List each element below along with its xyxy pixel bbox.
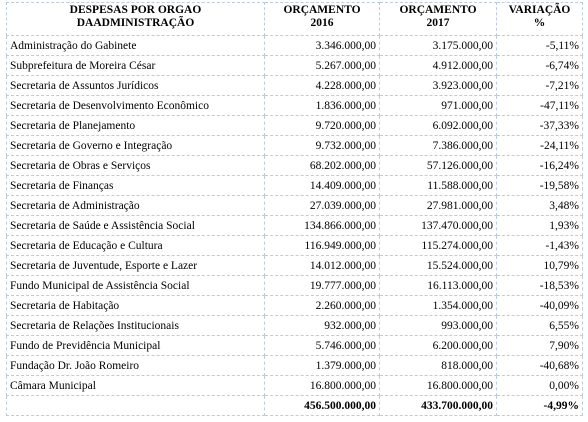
budget-2017-cell: 818.000,00 [380,356,497,376]
department-cell: Secretaria de Habitação [7,296,265,316]
budget-2017-cell: 6.092.000,00 [380,116,497,136]
budget-table [6,2,583,416]
department-cell: Fundo Municipal de Assistência Social [7,276,265,296]
header-department-line2: DAADMINISTRAÇÃO [76,17,195,29]
department-cell: Câmara Municipal [7,376,265,396]
budget-2017-cell: 3.923.000,00 [380,76,497,96]
table-row [7,96,583,116]
header-department [7,3,265,36]
table-row [7,36,583,56]
department-cell: Fundação Dr. João Romeiro [7,356,265,376]
budget-2016-cell: 19.777.000,00 [265,276,380,296]
department-cell: Secretaria de Relações Institucionais [7,316,265,336]
variation-cell: -40,09% [497,296,583,316]
table-row [7,316,583,336]
variation-cell: 6,55% [497,316,583,336]
table-row [7,156,583,176]
budget-2017-cell: 7.386.000,00 [380,136,497,156]
table-row [7,236,583,256]
variation-cell: -40,68% [497,356,583,376]
budget-2016-cell: 4.228.000,00 [265,76,380,96]
table-row [7,116,583,136]
budget-2017-cell: 4.912.000,00 [380,56,497,76]
table-row [7,256,583,276]
header-budget-2016 [265,3,380,36]
budget-2016-cell: 14.012.000,00 [265,256,380,276]
department-cell: Secretaria de Finanças [7,176,265,196]
total-variation: -4,99% [497,396,583,416]
table-row [7,76,583,96]
budget-2016-cell: 27.039.000,00 [265,196,380,216]
total-budget-2016: 456.500.000,00 [265,396,380,416]
budget-2017-cell: 57.126.000,00 [380,156,497,176]
budget-2017-cell: 16.800.000,00 [380,376,497,396]
header-department-line1: DESPESAS POR ORGAO [69,4,202,16]
department-cell: Subprefeitura de Moreira César [7,56,265,76]
budget-2016-cell: 2.260.000,00 [265,296,380,316]
budget-2016-cell: 3.346.000,00 [265,36,380,56]
table-row [7,216,583,236]
budget-2016-cell: 5.746.000,00 [265,336,380,356]
budget-2016-cell: 1.379.000,00 [265,356,380,376]
header-budget-2016-line1: ORÇAMENTO [283,4,361,16]
department-cell: Secretaria de Governo e Integração [7,136,265,156]
budget-2016-cell: 932.000,00 [265,316,380,336]
table-row [7,196,583,216]
variation-cell: -24,11% [497,136,583,156]
budget-2016-cell: 16.800.000,00 [265,376,380,396]
variation-cell: -6,74% [497,56,583,76]
budget-2016-cell: 9.720.000,00 [265,116,380,136]
budget-2016-cell: 68.202.000,00 [265,156,380,176]
variation-cell: 3,48% [497,196,583,216]
budget-2016-cell: 134.866.000,00 [265,216,380,236]
header-budget-2017 [380,3,497,36]
budget-2017-cell: 15.524.000,00 [380,256,497,276]
variation-cell: 1,93% [497,216,583,236]
department-cell: Secretaria de Saúde e Assistência Social [7,216,265,236]
table-row [7,376,583,396]
department-cell: Fundo de Previdência Municipal [7,336,265,356]
variation-cell: -16,24% [497,156,583,176]
header-budget-2017-line1: ORÇAMENTO [399,4,477,16]
total-budget-2017: 433.700.000,00 [380,396,497,416]
table-row [7,56,583,76]
department-cell: Secretaria de Obras e Serviços [7,156,265,176]
budget-2016-cell: 1.836.000,00 [265,96,380,116]
table-body [7,36,583,396]
variation-cell: -47,11% [497,96,583,116]
department-cell: Administração do Gabinete [7,36,265,56]
department-cell: Secretaria de Desenvolvimento Econômico [7,96,265,116]
department-cell: Secretaria de Juventude, Esporte e Lazer [7,256,265,276]
header-budget-2016-line2: 2016 [310,17,334,29]
budget-2017-cell: 971.000,00 [380,96,497,116]
table-row [7,296,583,316]
budget-2017-cell: 3.175.000,00 [380,36,497,56]
budget-2017-cell: 1.354.000,00 [380,296,497,316]
budget-2017-cell: 993.000,00 [380,316,497,336]
department-cell: Secretaria de Educação e Cultura [7,236,265,256]
variation-cell: -5,11% [497,36,583,56]
table-header-row [7,3,583,36]
budget-2017-cell: 6.200.000,00 [380,336,497,356]
total-row [7,396,583,416]
header-budget-2017-line2: 2017 [426,17,450,29]
header-variation-line2: % [533,17,546,29]
variation-cell: -18,53% [497,276,583,296]
table-row [7,136,583,156]
budget-2016-cell: 14.409.000,00 [265,176,380,196]
budget-2016-cell: 116.949.000,00 [265,236,380,256]
table-row [7,176,583,196]
budget-2017-cell: 27.981.000,00 [380,196,497,216]
header-variation-line1: VARIAÇÃO [508,4,571,16]
table-row [7,276,583,296]
department-cell: Secretaria de Administração [7,196,265,216]
table-row [7,336,583,356]
variation-cell: -37,33% [497,116,583,136]
variation-cell: 7,90% [497,336,583,356]
variation-cell: -1,43% [497,236,583,256]
header-variation [497,3,583,36]
table-row [7,356,583,376]
variation-cell: -7,21% [497,76,583,96]
budget-2017-cell: 16.113.000,00 [380,276,497,296]
department-cell: Secretaria de Assuntos Jurídicos [7,76,265,96]
total-label-cell [7,396,265,416]
budget-2017-cell: 115.274.000,00 [380,236,497,256]
budget-2016-cell: 9.732.000,00 [265,136,380,156]
variation-cell: 10,79% [497,256,583,276]
department-cell: Secretaria de Planejamento [7,116,265,136]
budget-2016-cell: 5.267.000,00 [265,56,380,76]
budget-2017-cell: 11.588.000,00 [380,176,497,196]
variation-cell: 0,00% [497,376,583,396]
variation-cell: -19,58% [497,176,583,196]
budget-2017-cell: 137.470.000,00 [380,216,497,236]
